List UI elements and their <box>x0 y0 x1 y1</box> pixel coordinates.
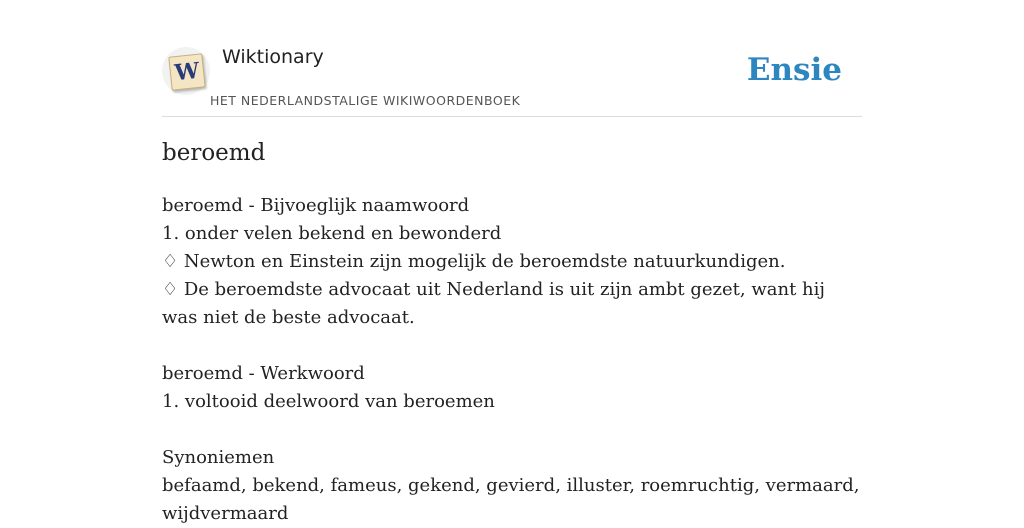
synonyms-heading: Synoniemen <box>162 447 275 468</box>
example-sentence: ♢ Newton en Einstein zijn mogelijk de beroemdste natuurkundigen. <box>162 251 786 272</box>
site-title[interactable]: Wiktionary <box>222 46 324 68</box>
section-heading-adjective: beroemd - Bijvoeglijk naamwoord <box>162 195 470 216</box>
page-title: beroemd <box>162 140 266 166</box>
logo-tile <box>168 53 205 90</box>
site-tagline: HET NEDERLANDSTALIGE WIKIWOORDENBOEK <box>210 93 521 108</box>
synonyms-list: befaamd, bekend, fameus, gekend, gevierd, illuster, roemruchtig, vermaard, wijdvermaard <box>162 475 860 524</box>
header <box>162 0 862 117</box>
example-sentence: ♢ De beroemdste advocaat uit Nederland is uit zijn ambt gezet, want hij was niet de beste advocaat. <box>162 279 825 328</box>
spacer <box>162 416 862 444</box>
ensie-brand-link[interactable]: Ensie <box>746 52 842 88</box>
spacer <box>162 332 862 360</box>
definition-body <box>162 192 862 528</box>
content <box>162 0 862 524</box>
wiktionary-logo-icon[interactable] <box>162 47 210 95</box>
logo-letter: W <box>173 57 201 87</box>
section-heading-verb: beroemd - Werkwoord <box>162 363 365 384</box>
definition-verb: 1. voltooid deelwoord van beroemen <box>162 391 495 412</box>
definition-adjective: 1. onder velen bekend en bewonderd <box>162 223 502 244</box>
